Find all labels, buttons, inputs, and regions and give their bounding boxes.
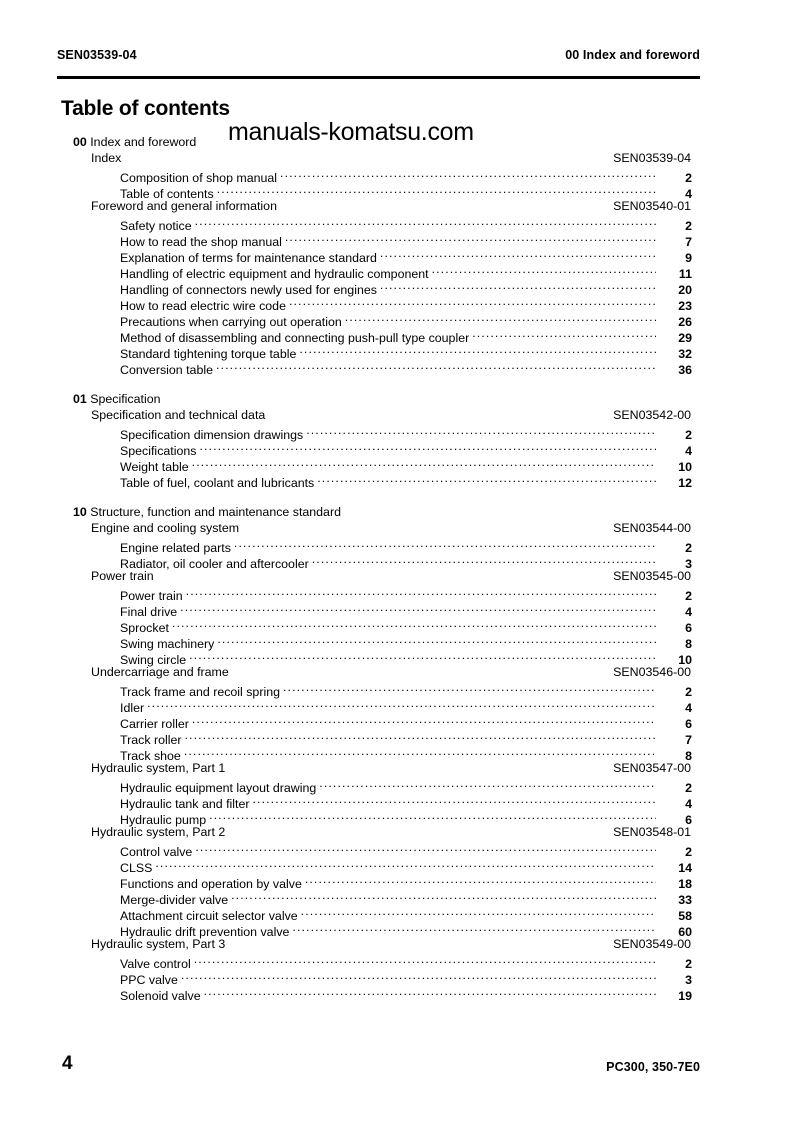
toc-group-sen-code: SEN03544-00: [613, 521, 691, 535]
toc-leader-dots: [186, 584, 656, 600]
toc-leader-dots: [216, 358, 656, 374]
toc-leader-dots: [185, 728, 657, 744]
toc-entry-label: Solenoid valve: [120, 989, 201, 1003]
toc-group-row[interactable]: [62, 520, 692, 536]
toc-entry-page-number: 2: [685, 957, 692, 971]
toc-leader-dots: [380, 278, 656, 294]
toc-entry-page-number: 4: [685, 444, 692, 458]
toc-leader-dots: [280, 166, 656, 182]
toc-entry-page-number: 8: [685, 637, 692, 651]
toc-entry-page-number: 4: [685, 605, 692, 619]
toc-leader-dots: [306, 423, 656, 439]
toc-entry-label: Power train: [120, 589, 183, 603]
toc-entry-page-number: 6: [685, 621, 692, 635]
toc-entry-row[interactable]: [62, 872, 692, 891]
toc-group-sen-code: SEN03545-00: [613, 569, 691, 583]
toc-entry-page-number: 7: [685, 733, 692, 747]
toc-entry-label: Conversion table: [120, 363, 213, 377]
toc-entry-page-number: 4: [685, 797, 692, 811]
toc-entry-row[interactable]: [62, 423, 692, 442]
toc-entry-label: Sprocket: [120, 621, 169, 635]
toc-entry-label: Swing circle: [120, 653, 187, 667]
toc-group-label: Engine and cooling system: [91, 521, 240, 535]
toc-entry-row[interactable]: [62, 856, 692, 875]
toc-leader-dots: [472, 326, 656, 342]
toc-entry-label: Carrier roller: [120, 717, 189, 731]
toc-entry-label: Final drive: [120, 605, 178, 619]
toc-entry-page-number: 12: [678, 476, 692, 490]
toc-entry-page-number: 9: [685, 251, 692, 265]
toc-entry-row[interactable]: [62, 952, 692, 971]
toc-section-label: Index and foreword: [86, 135, 197, 149]
toc-group-sen-code: SEN03539-04: [613, 151, 691, 165]
toc-entry-row[interactable]: [62, 840, 692, 859]
toc-entry-page-number: 32: [678, 347, 692, 361]
toc-group-sen-code: SEN03547-00: [613, 761, 691, 775]
toc-entry-label: How to read the shop manual: [120, 235, 282, 249]
toc-group-sen-code: SEN03549-00: [613, 937, 691, 951]
toc-entry-page-number: 6: [685, 813, 692, 827]
toc-group-label: Hydraulic system, Part 3: [91, 937, 226, 951]
toc-leader-dots: [312, 552, 656, 568]
toc-entry-label: Track roller: [120, 733, 182, 747]
header-document-code: SEN03539-04: [57, 48, 137, 62]
toc-entry-label: Weight table: [120, 460, 189, 474]
toc-entry-page-number: 2: [685, 428, 692, 442]
toc-entry-label: Table of contents: [120, 187, 214, 201]
toc-entry-page-number: 3: [685, 973, 692, 987]
footer-model-name: PC300, 350-7E0: [606, 1060, 700, 1074]
toc-section: [62, 391, 692, 490]
toc-leader-dots: [172, 616, 656, 632]
toc-group-sen-code: SEN03542-00: [613, 408, 691, 422]
toc-leader-dots: [319, 776, 656, 792]
toc-leader-dots: [189, 648, 656, 664]
toc-leader-dots: [217, 182, 656, 198]
toc-entry-label: Specifications: [120, 444, 197, 458]
toc-entry-label: Composition of shop manual: [120, 171, 278, 185]
toc-leader-dots: [231, 888, 656, 904]
toc-entry-label: Attachment circuit selector valve: [120, 909, 298, 923]
toc-leader-dots: [301, 904, 656, 920]
page-title: Table of contents: [61, 97, 230, 120]
toc-entry-row[interactable]: [62, 712, 692, 731]
toc-leader-dots: [192, 712, 656, 728]
toc-section-number: 10: [73, 505, 87, 519]
toc-leader-dots: [195, 840, 656, 856]
toc-entry-page-number: 2: [685, 541, 692, 555]
toc-group-row[interactable]: [62, 760, 692, 776]
toc-entry-label: Track shoe: [120, 749, 181, 763]
toc-section-number: 01: [73, 392, 87, 406]
toc-leader-dots: [252, 792, 656, 808]
toc-entry-label: Engine related parts: [120, 541, 231, 555]
toc-entry-label: Precautions when carrying out operation: [120, 315, 342, 329]
toc-entry-label: Merge-divider valve: [120, 893, 229, 907]
toc-leader-dots: [299, 342, 656, 358]
toc-leader-dots: [155, 856, 656, 872]
toc-entry-label: Handling of electric equipment and hydraulic component: [120, 267, 429, 281]
toc-group-row[interactable]: [62, 150, 692, 166]
toc-leader-dots: [317, 471, 656, 487]
toc-section-heading[interactable]: [62, 504, 692, 520]
toc-leader-dots: [345, 310, 656, 326]
toc-group-row[interactable]: [62, 936, 692, 952]
toc-entry-label: Valve control: [120, 957, 191, 971]
toc-entry-page-number: 20: [678, 283, 692, 297]
toc-leader-dots: [195, 214, 656, 230]
toc-entry-page-number: 7: [685, 235, 692, 249]
toc-entry-page-number: 2: [685, 845, 692, 859]
toc-entry-label: Table of fuel, coolant and lubricants: [120, 476, 315, 490]
toc-entry-label: CLSS: [120, 861, 153, 875]
toc-section: [62, 504, 692, 1003]
toc-entry-label: Hydraulic drift prevention valve: [120, 925, 290, 939]
toc-entry-page-number: 10: [678, 460, 692, 474]
toc-leader-dots: [217, 632, 656, 648]
toc-group-label: Specification and technical data: [91, 408, 266, 422]
header-rule: [57, 76, 700, 79]
toc-entry-page-number: 2: [685, 685, 692, 699]
toc-leader-dots: [184, 744, 656, 760]
toc-entry-label: Track frame and recoil spring: [120, 685, 280, 699]
toc-entry-page-number: 14: [678, 861, 692, 875]
toc-entry-page-number: 26: [678, 315, 692, 329]
toc-entry-row[interactable]: [62, 776, 692, 795]
header-section-title: 00 Index and foreword: [565, 48, 700, 62]
toc-entry-label: Explanation of terms for maintenance standard: [120, 251, 377, 265]
toc-leader-dots: [432, 262, 656, 278]
toc-leader-dots: [194, 952, 656, 968]
toc-section-heading[interactable]: [62, 134, 692, 150]
toc-entry-page-number: 4: [685, 187, 692, 201]
toc-entry-page-number: 3: [685, 557, 692, 571]
toc-leader-dots: [305, 872, 656, 888]
toc-group-label: Undercarriage and frame: [91, 665, 229, 679]
toc-entry-row[interactable]: [62, 680, 692, 699]
toc-group-row[interactable]: [62, 824, 692, 840]
toc-entry-row[interactable]: [62, 584, 692, 603]
toc-entry-page-number: 11: [678, 267, 692, 281]
toc-group-label: Index: [91, 151, 122, 165]
toc-entry-label: Hydraulic pump: [120, 813, 207, 827]
toc-entry-page-number: 2: [685, 219, 692, 233]
toc-entry-row[interactable]: [62, 696, 692, 715]
toc-leader-dots: [204, 984, 656, 1000]
toc-entry-label: PPC valve: [120, 973, 178, 987]
toc-group-label: Power train: [91, 569, 154, 583]
toc-entry-page-number: 2: [685, 781, 692, 795]
watermark-text: manuals-komatsu.com: [228, 118, 474, 146]
toc-entry-label: Hydraulic equipment layout drawing: [120, 781, 317, 795]
toc-leader-dots: [192, 455, 656, 471]
page-header: [57, 48, 700, 74]
toc-entry-label: Standard tightening torque table: [120, 347, 297, 361]
toc-section-label: Structure, function and maintenance standard: [86, 505, 341, 519]
toc-entry-label: Handling of connectors newly used for engines: [120, 283, 377, 297]
toc-leader-dots: [285, 230, 656, 246]
toc-section-number: 00: [73, 135, 87, 149]
toc-entry-label: Specification dimension drawings: [120, 428, 304, 442]
toc-entry-page-number: 4: [685, 701, 692, 715]
toc-entry-label: Functions and operation by valve: [120, 877, 302, 891]
toc-entry-page-number: 19: [678, 989, 692, 1003]
toc-leader-dots: [181, 968, 656, 984]
toc-entry-page-number: 60: [678, 925, 692, 939]
toc-leader-dots: [199, 439, 656, 455]
toc-entry-label: Swing machinery: [120, 637, 215, 651]
toc-group-label: Hydraulic system, Part 2: [91, 825, 226, 839]
toc-section-heading[interactable]: [62, 391, 692, 407]
toc-entry-row[interactable]: [62, 214, 692, 233]
toc-entry-label: Radiator, oil cooler and aftercooler: [120, 557, 309, 571]
toc-leader-dots: [147, 696, 656, 712]
toc-entry-label: Method of disassembling and connecting push-pull type coupler: [120, 331, 470, 345]
toc-group-label: Foreword and general information: [91, 199, 277, 213]
toc-group-row[interactable]: [62, 198, 692, 214]
toc-leader-dots: [292, 920, 656, 936]
toc-entry-label: How to read electric wire code: [120, 299, 286, 313]
toc-leader-dots: [380, 246, 656, 262]
toc-leader-dots: [180, 600, 656, 616]
toc-leader-dots: [283, 680, 656, 696]
toc-entry-page-number: 2: [685, 589, 692, 603]
toc-leader-dots: [209, 808, 656, 824]
toc-entry-page-number: 6: [685, 717, 692, 731]
toc-entry-page-number: 36: [678, 363, 692, 377]
toc-section-label: Specification: [86, 392, 161, 406]
toc-entry-page-number: 8: [685, 749, 692, 763]
toc-entry-row[interactable]: [62, 536, 692, 555]
toc-entry-label: Idler: [120, 701, 145, 715]
toc-entry-page-number: 10: [678, 653, 692, 667]
toc-entry-page-number: 23: [678, 299, 692, 313]
toc-entry-page-number: 2: [685, 171, 692, 185]
toc-entry-label: Hydraulic tank and filter: [120, 797, 250, 811]
toc-entry-page-number: 33: [678, 893, 692, 907]
toc-entry-label: Control valve: [120, 845, 193, 859]
footer-page-number: 4: [62, 1053, 73, 1074]
toc-group-sen-code: SEN03546-00: [613, 665, 691, 679]
toc-entry-label: Safety notice: [120, 219, 192, 233]
toc-entry-page-number: 29: [678, 331, 692, 345]
toc-group-row[interactable]: [62, 664, 692, 680]
toc-entry-page-number: 58: [678, 909, 692, 923]
toc-group-sen-code: SEN03540-01: [613, 199, 691, 213]
toc-group-row[interactable]: [62, 407, 692, 423]
toc-section: [62, 134, 692, 377]
toc-leader-dots: [289, 294, 656, 310]
toc-entry-page-number: 18: [678, 877, 692, 891]
toc-leader-dots: [234, 536, 656, 552]
toc-entry-row[interactable]: [62, 166, 692, 185]
table-of-contents: [62, 134, 692, 1003]
toc-group-label: Hydraulic system, Part 1: [91, 761, 226, 775]
toc-group-sen-code: SEN03548-01: [613, 825, 691, 839]
